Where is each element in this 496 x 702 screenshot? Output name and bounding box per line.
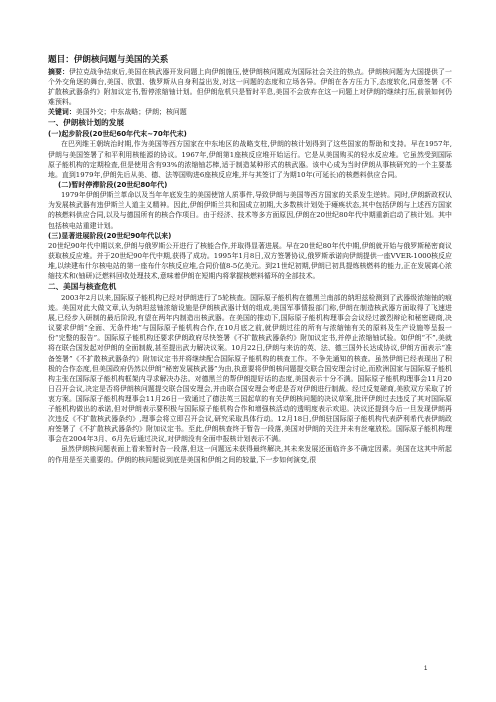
paragraph-2: 1979年伊朗伊斯兰革命以及当年年底发生的美国使馆人质事件,导致伊朗与美国等西方国家的关系发生逆转。同时,伊朗新政权认为发展核武器有违伊斯兰人道主义精神。因此,伊朗伊斯兰共和国成立初期,大多数核计划处于瘫痪状态,其中包括伊朗与上述西方国家的核燃料供应合同,以及与德国所有的核合作项目。由于经济、技术等多方面原因,伊朗在20世纪80年代中期重新启动了核计划。其中包括核电站重建计划。	[48, 191, 452, 230]
page-number: 1	[424, 666, 428, 672]
paragraph-3: 20世纪90年代中期以来,伊朗与俄罗斯公开进行了核能合作,并取得显著进展。早在20世纪80年代中期,伊朗就开始与俄罗斯秘密商议获取核反应堆。并于20世纪90年代中期,获得了成功。1995年1月8日,双方签署协议,俄罗斯承诺向伊朗提供一座VVER-1000核反应堆,以续建布什尔核电站的第一座布什尔核反应堆,合同价值8-5亿美元。到21世纪初期,伊朗已初具提炼核燃料的能力,正在发展离心浓缩技术和(铀研)泛燃料回收处理技术,意味着伊朗在短期内将掌握核燃料循环的全部技术。	[48, 242, 452, 281]
subsection-heading-1: (一)起步阶段(20世纪60年代末~70年代末)	[48, 130, 187, 139]
abstract	[48, 67, 452, 107]
subsection-heading-2: (二)暂时停滞阶段(20世纪80年代)	[58, 180, 168, 189]
paragraph-1: 在巴列维王朝统治时期,作为美国等西方国家在中东地区的战略支柱,伊朗的核计划得到了这些国家的帮助和支持。早在1957年,伊朗与美国签署了和平利用核能源的协议。1967年,伊朗第1座核反应堆开始运行。它是从美国购买的轻水反应堆。它虽然受到国际原子能机构的定期检查,但是使用含有93%的浓缩铀芯棒,适于制造某种形式的核武器。该中心成为当时伊朗从事核研究的一个主要基地。直到1979年,伊朗先后从美、德、法等国购进6座核反应堆,并与其签订了为期10年(可延长)的核燃料供应合同。	[48, 140, 452, 179]
abstract-label: 摘要：	[48, 68, 70, 76]
section-heading-2: 二、美国与核查危机	[48, 282, 117, 292]
paragraph-5: 虽然伊朗核问题表面上看来暂时告一段落,但这一问题远未获得最终解决,其未来发展还面临许多不确定因素。美国在这其中所起的作用是至关重要的。伊朗的核问题说到底是美国和伊朗之间的较量,下一步如何演变,很	[48, 445, 452, 464]
abstract-text: 伊拉克战争结束后,美国在核武器开发问题上向伊朗施压,使伊朗核问题成为国际社会关注的热点。伊朗核问题为大国提供了一个外交角逐的舞台,美国、欧盟、俄罗斯从自身利益出发,对这一问题的态度和立场各异。伊朗在各方压力下,态度软化,同意签署《不扩散核武器条约》附加议定书,暂停浓缩铀计划。但伊朗危机只是暂时平息,美国不会放弃在这一问题上对伊朗的继续打压,前景如何仍难预料。	[48, 68, 452, 107]
subsection-heading-3: (三)显著进展阶段(20世纪90年代以来)	[48, 231, 172, 240]
document-title: 题目：伊朗核问题与美国的关系	[48, 55, 169, 65]
paragraph-4: 2003年2月以来,国际原子能机构已经对伊朗进行了5轮核查。国际原子能机构在德黑兰南部的纳坦兹检测到了武器级浓缩铀的痕迹。美国对此大做文章,认为纳坦兹铀浓缩设施是伊朗核武器计划的组成,美国军事情报部门称,伊朗在制造核武器方面取得了飞速进展,已经步入研制的最后阶段,有望在两年内制造出核武器。在美国的推动下,国际原子能机构理事会会议经过激烈辩论和秘密磋商,决议要求伊朗“全面、无条件地”与国际原子能机构合作,在10月底之前,就伊朗过往的所有与浓缩铀有关的原料及生产设施等呈报一份“完整的报告”。国际原子能机构还要求伊朗政府尽快签署《不扩散核武器条约》附加议定书,并停止浓缩铀试验。如伊朗“不”,美就将在联合国发起对伊朗的全面制裁,甚至提出武力解决议案。10月22日,伊朗与来访的英、法、德三国外长达成协议,伊朗方面表示“准备签署”《不扩散核武器条约》附加议定书并将继续配合国际原子能机构的核查工作。不争先通知的核查。虽然伊朗已经表现出了积极的合作态度,但美国政府仍然以伊朗“秘密发展核武器”为由,执意要将伊朗核问题提交联合国安理会讨论,而欧洲国家与国际原子能机构主张在国际原子能机构框架内寻求解决办法。对德黑兰的帮伊朗提好话的态度,美国表示十分不满。国际原子能机构理事会11月20日召开会议,决定是否将伊朗核问题提交联合国安理会,并由联合国安理会考虑是否对伊朗进行制裁。经过反复磋商,美欧双方采取了折衷方案。国际原子能机构理事会11月26日一致通过了德法英三国起草的有关伊朗核问题的决议草案,批评伊朗过去违反了其对国际原子能机构做出的承诺,但对伊朗表示要积极与国际原子能机构合作和增强核活动的透明度表示欢迎。决议还提到今后一旦发现伊朗再次违反《不扩散核武器条约》,理事会将立即召开会议,研究采取具体行动。12月18日,伊朗驻国际原子能机构代表萨利希代表伊朗政府签署了《不扩散核武器条约》附加议定书。至此,伊朗核查终于暂告一段落,美国对伊朗的关注并未有丝毫放松。国际原子能机构理事会在2004年3月、6月先后通过决议,对伊朗没有全面申报核计划表示不满。	[48, 294, 452, 444]
section-heading-1: 一、伊朗核计划的发展	[48, 118, 124, 128]
keywords-text: 美国外交；中东战略；伊朗；核问题	[75, 108, 187, 117]
keywords-label: 关键词：	[48, 108, 76, 117]
document-page	[48, 54, 452, 465]
keywords	[48, 107, 452, 117]
